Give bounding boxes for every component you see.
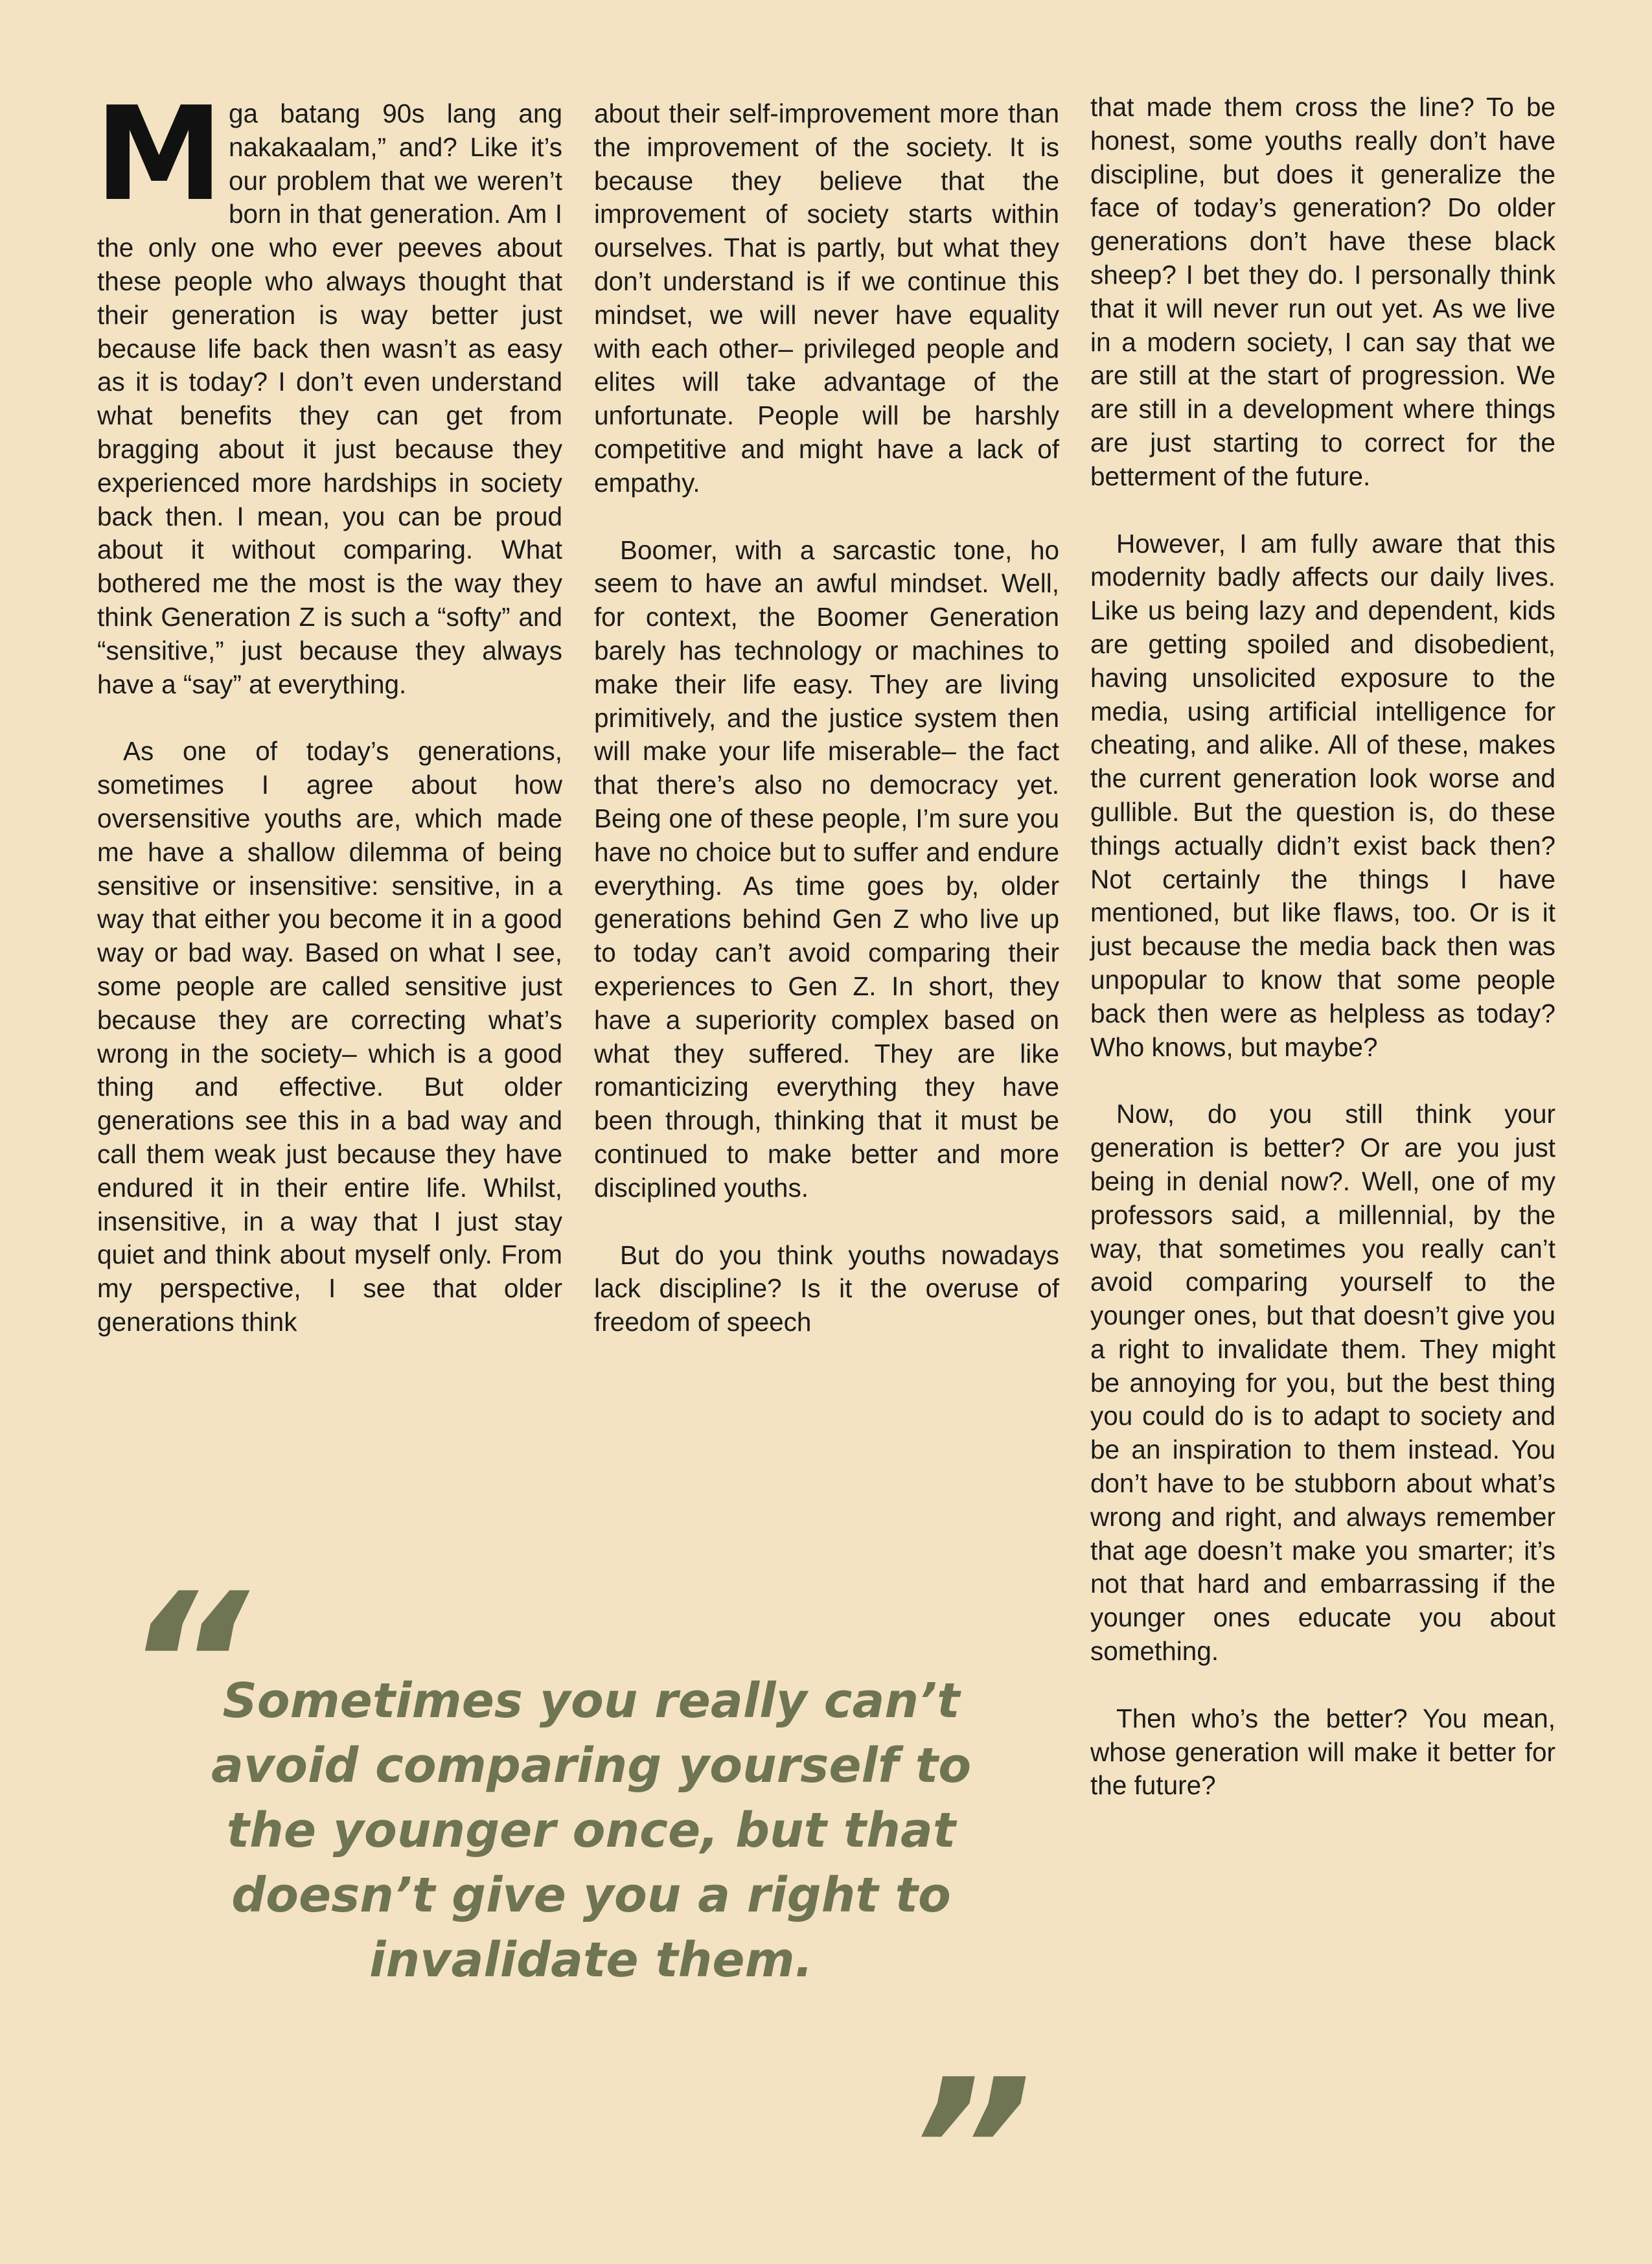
paragraph: However, I am fully aware that this modernity badly affects our daily lives. Like us being lazy and dependent, kids are getting spoiled and disobedient, having unsolicited exposure to the media, using artificial intelligence for cheating, and alike. All of these, makes the current generation look worse and gullible. But the question is, do these things actually didn’t exist back then? Not certainly the things I have mentioned, but like flaws, too. Or is it just because the media back then was unpopular to know that some people back then were as helpless as today? Who knows, but maybe? <box>1090 528 1555 1062</box>
article-column-3 <box>1090 91 1555 1836</box>
paragraph: Boomer, with a sarcastic tone, ho seem to have an awful mindset. Well, for context, the Boomer Generation barely has technology or machines to make their life easy. They are living primitively, and the justice system then will make your life miserable– the fact that there’s also no democracy yet. Being one of these people, I’m sure you have no choice but to suffer and endure everything. As time goes by, older generations behind Gen Z who live up to today can’t avoid comparing their experiences to Gen Z. In short, they have a superiority complex based on what they suffered. They are like romanticizing everything they have been through, thinking that it must be continued to make better and more disciplined youths. <box>594 535 1059 1203</box>
open-quote-icon: “ <box>123 1552 249 1778</box>
article-column-1 <box>95 79 562 1373</box>
drop-cap: M <box>95 79 224 230</box>
close-quote-icon: ” <box>907 2038 1033 2264</box>
paragraph: that made them cross the line? To be honest, some youths really don’t have discipline, but does it generalize the face of today’s generation? Do older generations don’t have these black sheep? I bet they do. I personally think that it will never run out yet. As we live in a modern society, I can say that we are still at the start of progression. We are still in a development where things are just starting to correct for the betterment of the future. <box>1090 92 1555 491</box>
paragraph-text: ga batang 90s lang ang nakakaalam,” and? Like it’s our problem that we weren’t born in that generation. Am I the only one who ever peeves about these people who always thought that their generation is way better just because life back then wasn’t as easy as it is today? I don’t even understand what benefits they can get from bragging about it just because they experienced more hardships in society back then. I mean, you can be proud about it without comparing. What bothered me the most is the way they think Generation Z is such a “softy” and “sensitive,” just because they always have a “say” at everything. <box>97 98 562 699</box>
article-column-2 <box>594 97 1059 1373</box>
paragraph: Then who’s the better? You mean, whose generation will make it better for the future? <box>1090 1703 1555 1801</box>
paragraph: about their self-improvement more than the improvement of the society. It is because they believe that the improvement of society starts within ourselves. That is partly, but what they don’t understand is if we continue this mindset, we will never have equality with each other– privileged people and elites will take advantage of the unfortunate. People will be harshly competitive and might have a lack of empathy. <box>594 98 1059 498</box>
paragraph <box>95 79 562 701</box>
paragraph: As one of today’s generations, sometimes I agree about how oversensitive youths are, which made me have a shallow dilemma of being sensitive or insensitive: sensitive, in a way that either you become it in a good way or bad way. Based on what I see, some people are called sensitive just because they are correcting what’s wrong in the society– which is a good thing and effective. But older generations see this in a bad way and call them weak just because they have endured it in their entire life. Whilst, insensitive, in a way that I just stay quiet and think about myself only. From my perspective, I see that older generations think <box>97 736 562 1337</box>
paragraph: Now, do you still think your generation is better? Or are you just being in denial now?. Well, one of my professors said, a millennial, by the way, that sometimes you really can’t avoid comparing yourself to the younger ones, but that doesn’t give you a right to invalidate them. They might be annoying for you, but the best thing you could do is to adapt to society and be an inspiration to them instead. You don’t have to be stubborn about what’s wrong and right, and always remember that age doesn’t make you smarter; it’s not that hard and embarrassing if the younger ones educate you about something. <box>1090 1099 1555 1667</box>
paragraph: But do you think youths nowadays lack discipline? Is it the overuse of freedom of speech <box>594 1240 1059 1337</box>
pull-quote: Sometimes you really can’t avoid comparing yourself to the younger once, but that doesn’t give you a right to invalidate them. <box>211 1673 972 1988</box>
